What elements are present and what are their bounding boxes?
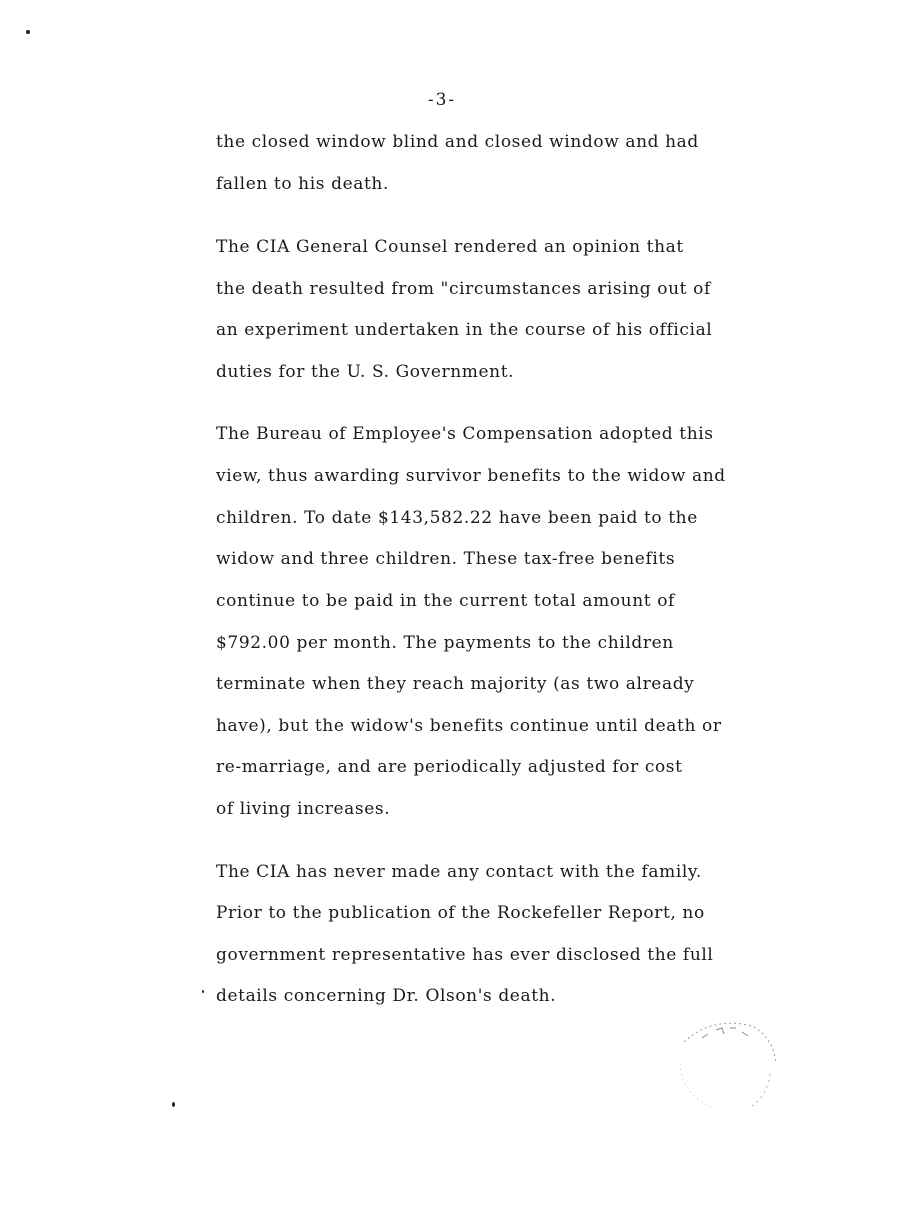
text-line: continue to be paid in the current total amount of: [216, 591, 675, 611]
text-line: The CIA has never made any contact with the family.: [216, 862, 702, 882]
text-line: Prior to the publication of the Rockefeller Report, no: [216, 903, 705, 923]
text-line: view, thus awarding survivor benefits to the widow and: [216, 466, 726, 486]
text-line: of living increases.: [216, 799, 391, 819]
text-line: The CIA General Counsel rendered an opinion that: [216, 237, 684, 257]
text-line: widow and three children. These tax-free benefits: [216, 549, 676, 569]
text-line: The Bureau of Employee's Compensation adopted this: [216, 424, 714, 444]
text-line: details concerning Dr. Olson's death.: [216, 986, 557, 1006]
text-line: the death resulted from "circumstances arising out of: [216, 279, 711, 299]
page-number: -3-: [427, 90, 457, 110]
text-line: an experiment undertaken in the course of his official: [216, 320, 713, 340]
text-line: fallen to his death.: [216, 174, 389, 194]
text-line: the closed window blind and closed window and had: [216, 132, 699, 152]
text-line: have), but the widow's benefits continue until death or: [216, 716, 722, 736]
text-line: $792.00 per month. The payments to the children: [216, 633, 674, 653]
scan-speck: [26, 30, 30, 34]
text-line: terminate when they reach majority (as two already: [216, 674, 695, 694]
text-line: children. To date $143,582.22 have been paid to the: [216, 508, 698, 528]
faint-stamp-seal: [672, 1014, 782, 1114]
scan-speck: [202, 990, 204, 993]
text-line: re-marriage, and are periodically adjusted for cost: [216, 757, 683, 777]
text-line: duties for the U. S. Government.: [216, 362, 515, 382]
text-line: government representative has ever disclosed the full: [216, 945, 714, 965]
scan-speck: [172, 1102, 175, 1107]
